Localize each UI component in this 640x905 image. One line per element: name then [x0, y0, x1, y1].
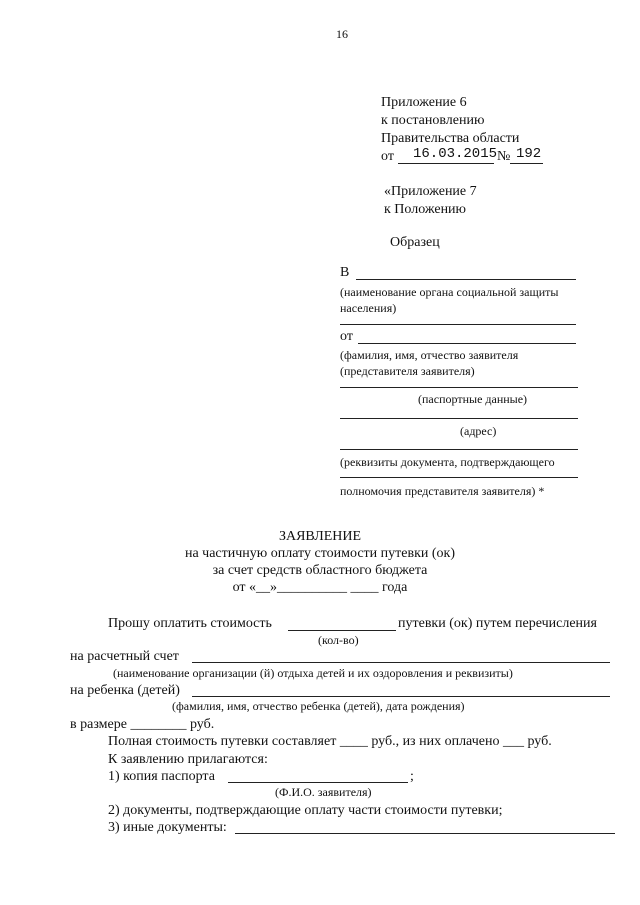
appendix-line-1: Приложение 6 — [381, 95, 467, 110]
other-docs-line — [235, 833, 615, 834]
doc-caption-1: (реквизиты документа, подтверждающего — [340, 455, 555, 469]
fio-caption: (Ф.И.О. заявителя) — [275, 785, 372, 799]
appendix-date-prefix: от — [381, 149, 394, 164]
item-2: 2) документы, подтверждающие оплату части стоимости путевки; — [108, 803, 503, 818]
org-line-2 — [340, 324, 576, 325]
from-line — [358, 343, 576, 344]
appendix-line-3: Правительства области — [381, 131, 520, 146]
item-1-label: 1) копия паспорта — [108, 769, 215, 784]
child-line — [192, 696, 610, 697]
title-line-1: на частичную оплату стоимости путевки (ок) — [184, 546, 456, 561]
page-number: 16 — [336, 27, 348, 41]
from-prefix: от — [340, 329, 353, 344]
attached-label: К заявлению прилагаются: — [108, 752, 268, 767]
passport-caption: (паспортные данные) — [418, 392, 528, 406]
org-details-caption: (наименование организации (й) отдыха детей и их оздоровления и реквизиты) — [113, 666, 513, 680]
full-cost-line: Полная стоимость путевки составляет ____ руб., из них оплачено ___ руб. — [108, 734, 552, 749]
doc-caption-2: полномочия представителя заявителя) * — [340, 484, 545, 498]
qty-caption: (кол-во) — [318, 633, 359, 647]
appendix-7-line-1: «Приложение 7 — [384, 184, 477, 199]
passport-line — [340, 387, 578, 388]
account-label: на расчетный счет — [70, 649, 179, 664]
org-caption-1: (наименование органа социальной защиты — [340, 285, 559, 299]
title-date-line: от «__»__________ ____ года — [232, 580, 408, 595]
passport-copy-line — [228, 782, 408, 783]
appendix-number: 192 — [516, 146, 542, 162]
qty-line — [288, 630, 396, 631]
sample-label: Образец — [390, 235, 440, 250]
child-caption: (фамилия, имя, отчество ребенка (детей), дата рождения) — [172, 699, 465, 713]
account-line — [192, 662, 610, 663]
address-caption: (адрес) — [460, 424, 497, 438]
appendix-date: 16.03.2015 — [413, 146, 498, 162]
item-1-end: ; — [410, 769, 414, 784]
applicant-caption-1: (фамилия, имя, отчество заявителя — [340, 348, 519, 362]
appendix-line-2: к постановлению — [381, 113, 485, 128]
p1-start: Прошу оплатить стоимость — [108, 616, 272, 631]
amount-line: в размере ________ руб. — [70, 717, 215, 732]
org-caption-2: населения) — [340, 301, 397, 315]
p1-end: путевки (ок) путем перечисления — [398, 616, 597, 631]
org-line — [356, 279, 576, 280]
title-heading: ЗАЯВЛЕНИЕ — [278, 529, 362, 544]
appendix-number-sign: № — [497, 149, 511, 164]
appendix-7-line-2: к Положению — [384, 202, 467, 217]
applicant-caption-2: (представителя заявителя) — [340, 364, 475, 378]
doc-line-2 — [340, 477, 578, 478]
item-3-label: 3) иные документы: — [108, 820, 227, 835]
doc-line — [340, 449, 578, 450]
title-line-2: за счет средств областного бюджета — [212, 563, 428, 578]
child-label: на ребенка (детей) — [70, 683, 180, 698]
address-line — [340, 418, 578, 419]
to-prefix: В — [340, 265, 350, 280]
